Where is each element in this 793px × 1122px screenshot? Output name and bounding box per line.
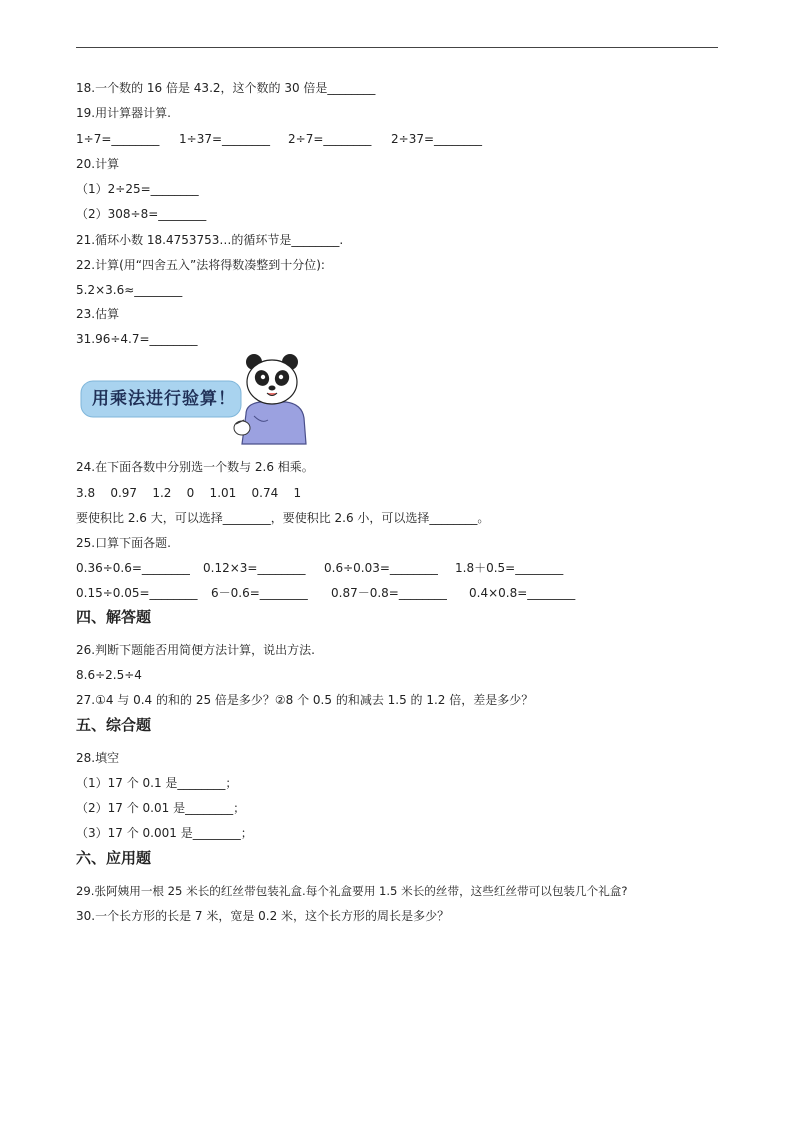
question-21: 21.循环小数 18.4753753…的循环节是________. xyxy=(76,233,344,247)
q26-expr: 8.6÷2.5÷4 xyxy=(76,668,142,682)
q25-r2-item-2: 6－0.6=________ xyxy=(211,586,308,600)
illustration-banner xyxy=(80,380,242,418)
q19-item-3: 2÷7=________ xyxy=(288,132,372,146)
q28-item-3: （3）17 个 0.001 是________； xyxy=(76,826,253,840)
header-rule xyxy=(76,47,718,48)
q25-r2-item-1: 0.15÷0.05=________ xyxy=(76,586,198,600)
section-6-heading: 六、应用题 xyxy=(76,849,152,867)
question-20-title: 20.计算 xyxy=(76,157,120,171)
question-22-title: 22.计算(用“四舍五入”法将得数凑整到十分位): xyxy=(76,258,325,272)
q23-expr: 31.96÷4.7=________ xyxy=(76,332,198,346)
question-30: 30.一个长方形的长是 7 米，宽是 0.2 米，这个长方形的周长是多少？ xyxy=(76,909,450,923)
q28-item-1: （1）17 个 0.1 是________； xyxy=(76,776,238,790)
illustration-banner-text: 用乘法进行验算！ xyxy=(92,389,236,409)
q24-question: 要使积比 2.6 大，可以选择________，要使积比 2.6 小，可以选择________。 xyxy=(76,511,490,525)
question-27: 27.①4 与 0.4 的和的 25 倍是多少？②8 个 0.5 的和减去 1.5 的 1.2 倍，差是多少？ xyxy=(76,693,534,707)
q25-r1-item-1: 0.36÷0.6=________ xyxy=(76,561,190,575)
question-26-title: 26.判断下题能否用简便方法计算，说出方法. xyxy=(76,643,315,657)
q20-item-2: （2）308÷8=________ xyxy=(76,207,207,221)
section-4-heading: 四、解答题 xyxy=(76,608,152,626)
q22-expr: 5.2×3.6≈________ xyxy=(76,283,183,297)
question-18: 18.一个数的 16 倍是 43.2，这个数的 30 倍是________ xyxy=(76,81,376,95)
q19-item-1: 1÷7=________ xyxy=(76,132,160,146)
q25-r2-item-3: 0.87－0.8=________ xyxy=(331,586,447,600)
q25-r1-item-2: 0.12×3=________ xyxy=(203,561,306,575)
panda-illustration xyxy=(232,354,312,446)
question-19-title: 19.用计算器计算. xyxy=(76,106,171,120)
question-25-title: 25.口算下面各题. xyxy=(76,536,171,550)
q25-r2-item-4: 0.4×0.8=________ xyxy=(469,586,576,600)
question-23-title: 23.估算 xyxy=(76,307,120,321)
q20-item-1: （1）2÷25=________ xyxy=(76,182,199,196)
question-24-title: 24.在下面各数中分别选一个数与 2.6 相乘。 xyxy=(76,460,314,474)
q28-item-2: （2）17 个 0.01 是________； xyxy=(76,801,246,815)
q25-r1-item-3: 0.6÷0.03=________ xyxy=(324,561,438,575)
q19-item-2: 1÷37=________ xyxy=(179,132,271,146)
q24-numbers: 3.8 0.97 1.2 0 1.01 0.74 1 xyxy=(76,486,302,500)
question-28-title: 28.填空 xyxy=(76,751,120,765)
question-29: 29.张阿姨用一根 25 米长的红丝带包装礼盒.每个礼盒要用 1.5 米长的丝带，这些红丝带可以包装几个礼盒? xyxy=(76,884,628,898)
q19-item-4: 2÷37=________ xyxy=(391,132,483,146)
q25-r1-item-4: 1.8＋0.5=________ xyxy=(455,561,564,575)
section-5-heading: 五、综合题 xyxy=(76,716,152,734)
